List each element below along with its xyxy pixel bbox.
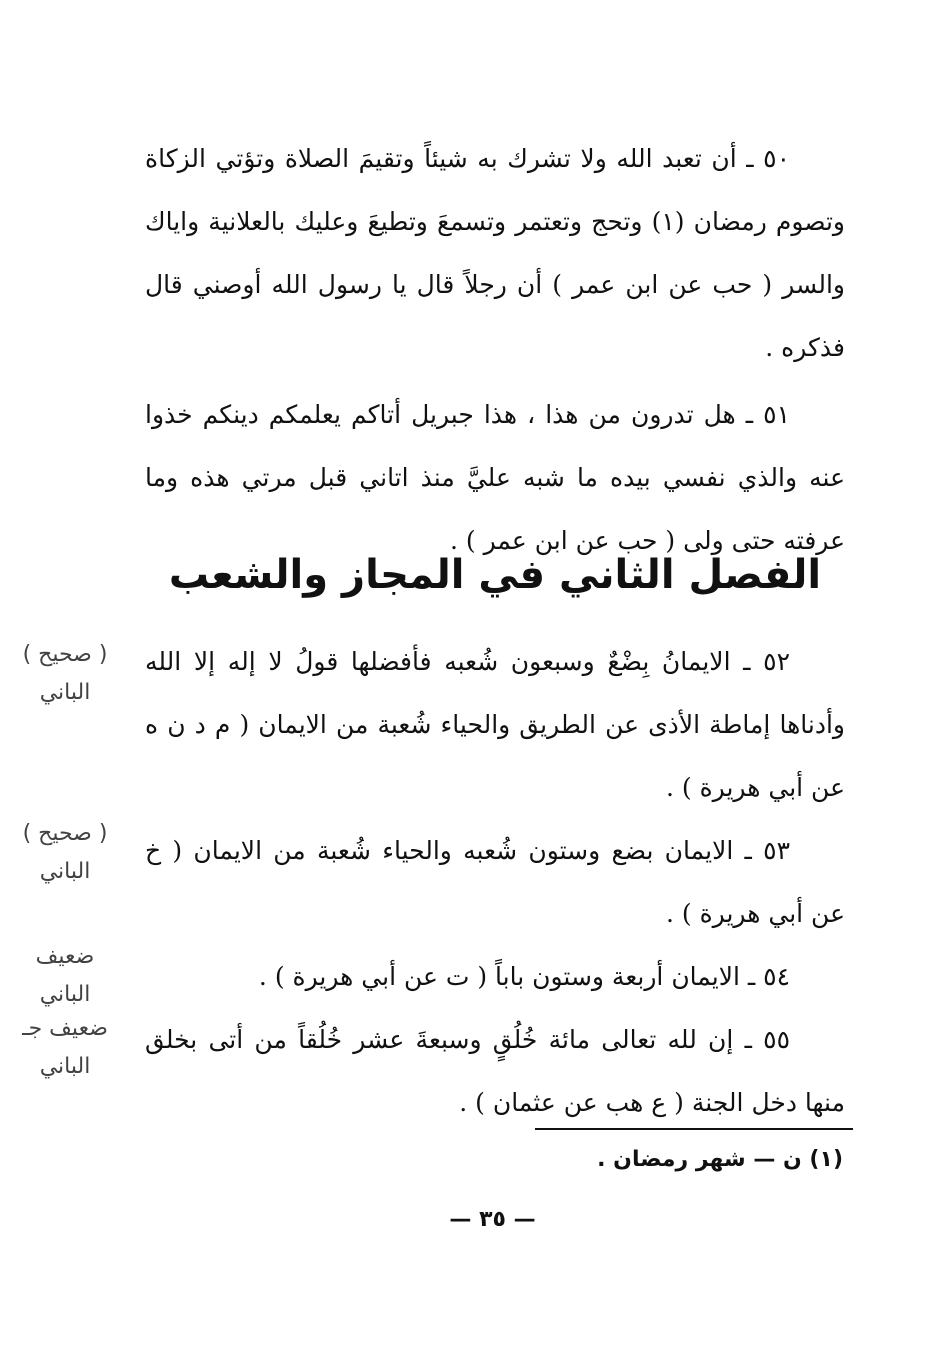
hadith-50: ٥٠ ـ أن تعبد الله ولا تشرك به شيئاً وتقيمَ الصلاة وتؤتي الزكاة وتصوم رمضان (١) وتحج وتعتمر وتسمعَ وتطيعَ وعليك بالعلانية واياك والسر ( حب عن ابن عمر ) أن رجلاً قال يا رسول الله أوصني قال فذكره . bbox=[145, 144, 845, 362]
margin-note-4-line1: ضعيف جـ bbox=[22, 1016, 108, 1041]
margin-note-2-line1: ( صحيح ) bbox=[22, 821, 108, 846]
text-block-top bbox=[145, 127, 845, 572]
margin-note-3-line1: ضعيف bbox=[35, 944, 95, 969]
margin-note-3 bbox=[0, 938, 130, 1014]
text-block-bottom bbox=[145, 630, 845, 1134]
hadith-55: ٥٥ ـ إن لله تعالى مائة خُلُقٍ وسبعةَ عشر خُلُقاً من أتى بخلق منها دخل الجنة ( ع هب عن عثمان ) . bbox=[145, 1025, 845, 1117]
hadith-51: ٥١ ـ هل تدرون من هذا ، هذا جبريل أتاكم يعلمكم دينكم خذوا عنه والذي نفسي بيده ما شبه عليَّ منذ اتاني قبل مرتي هذه وما عرفته حتى ولى ( حب عن ابن عمر ) . bbox=[145, 400, 845, 555]
margin-note-2-line2: الباني bbox=[39, 859, 91, 884]
margin-note-1 bbox=[0, 636, 130, 712]
margin-note-2 bbox=[0, 815, 130, 891]
margin-note-4-line2: الباني bbox=[39, 1054, 91, 1079]
footnote-divider bbox=[535, 1128, 853, 1130]
hadith-52: ٥٢ ـ الايمانُ بِضْعٌ وسبعون شُعبه فأفضلها قولُ لا إله إلا الله وأدناها إماطة الأذى عن الطريق والحياء شُعبة من الايمان ( م د ن ه عن أبي هريرة ) . bbox=[145, 647, 845, 802]
hadith-53: ٥٣ ـ الايمان بضع وستون شُعبه والحياء شُعبة من الايمان ( خ عن أبي هريرة ) . bbox=[145, 836, 845, 928]
margin-note-3-line2: الباني bbox=[39, 982, 91, 1007]
hadith-54: ٥٤ ـ الايمان أربعة وستون باباً ( ت عن أبي هريرة ) . bbox=[258, 962, 790, 991]
page-number: — ٣٥ — bbox=[449, 1207, 536, 1232]
footnote: (١) ن — شهر رمضان . bbox=[597, 1147, 843, 1172]
section-heading: الفصل الثاني في المجاز والشعب bbox=[168, 552, 822, 598]
margin-note-1-line2: الباني bbox=[39, 680, 91, 705]
margin-note-4 bbox=[0, 1010, 130, 1086]
margin-note-1-line1: ( صحيح ) bbox=[22, 642, 108, 667]
